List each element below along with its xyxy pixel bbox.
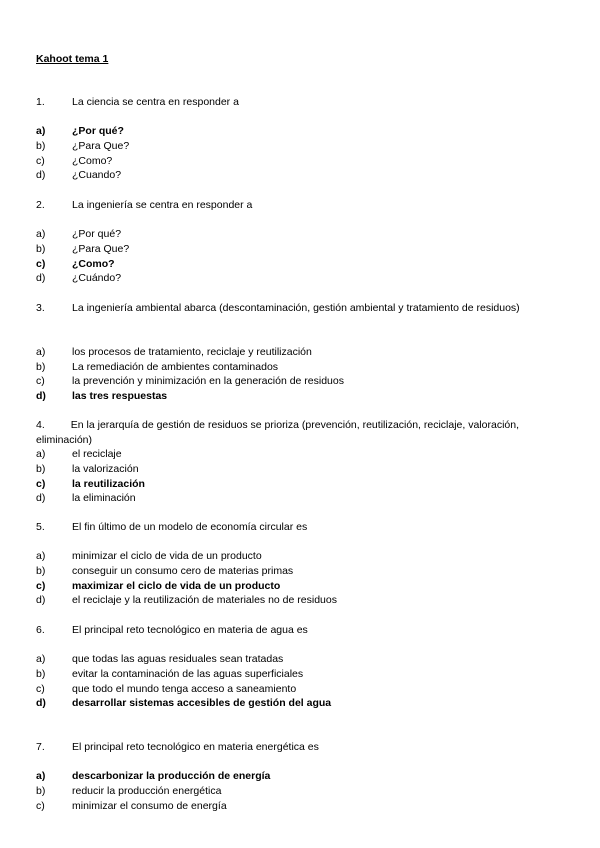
question-6 <box>36 623 556 711</box>
option-text: ¿Por qué? <box>72 228 122 241</box>
option-letter: a) <box>36 653 46 666</box>
question-stem <box>36 520 556 535</box>
option-a <box>36 447 548 462</box>
option-text: la reutilización <box>72 477 145 490</box>
option-text: que todas las aguas residuales sean tratadas <box>72 653 284 666</box>
option-text: la prevención y minimización en la generación de residuos <box>72 375 344 388</box>
option-text: ¿Como? <box>72 257 115 270</box>
option-text: minimizar el ciclo de vida de un producto <box>72 550 262 563</box>
question-number: 2. <box>36 199 45 211</box>
option-letter: b) <box>36 668 46 681</box>
option-letter: c) <box>36 477 46 490</box>
question-7 <box>36 740 556 813</box>
option-letter: a) <box>36 550 46 563</box>
option-c <box>36 374 556 389</box>
option-letter: c) <box>36 375 45 388</box>
option-a <box>36 652 556 667</box>
option-text: ¿Cuándo? <box>72 272 122 285</box>
option-text: ¿Como? <box>72 154 113 167</box>
question-text: La ingeniería se centra en responder a <box>72 199 253 211</box>
option-letter: b) <box>36 360 46 373</box>
question-3 <box>36 301 556 404</box>
option-d <box>36 491 548 506</box>
option-letter: d) <box>36 272 46 285</box>
option-text: las tres respuestas <box>72 390 168 403</box>
question-stem <box>36 198 556 213</box>
option-a <box>36 124 556 139</box>
question-1 <box>36 95 556 183</box>
option-b <box>36 139 556 154</box>
option-text: ¿Para Que? <box>72 140 130 153</box>
question-number: 5. <box>36 521 45 533</box>
option-letter: b) <box>36 565 46 578</box>
question-4 <box>36 418 548 506</box>
question-stem <box>36 301 556 316</box>
option-c <box>36 477 548 492</box>
option-letter: d) <box>36 390 46 403</box>
option-d <box>36 389 556 404</box>
question-5 <box>36 520 556 608</box>
option-d <box>36 271 556 286</box>
option-letter: b) <box>36 243 46 256</box>
option-letter: a) <box>36 346 46 359</box>
option-letter: c) <box>36 579 46 592</box>
option-letter: d) <box>36 594 46 607</box>
question-stem <box>36 95 556 110</box>
option-text: minimizar el consumo de energía <box>72 799 227 812</box>
option-text: la valorización <box>72 463 139 476</box>
question-number: 7. <box>36 741 45 753</box>
option-b <box>36 462 548 477</box>
option-c <box>36 579 556 594</box>
option-c <box>36 154 556 169</box>
option-letter: a) <box>36 125 46 138</box>
option-letter: b) <box>36 140 46 153</box>
option-letter: c) <box>36 154 45 167</box>
option-text: reducir la producción energética <box>72 785 222 798</box>
question-stem <box>36 418 548 447</box>
option-letter: c) <box>36 799 45 812</box>
question-text: El fin último de un modelo de economía circular es <box>72 521 308 533</box>
question-text: El principal reto tecnológico en materia de agua es <box>72 624 308 636</box>
option-text: el reciclaje y la reutilización de materiales no de residuos <box>72 594 337 607</box>
question-number: 3. <box>36 302 45 314</box>
option-letter: a) <box>36 228 46 241</box>
option-text: La remediación de ambientes contaminados <box>72 360 279 373</box>
option-letter: d) <box>36 169 46 182</box>
question-text: La ingeniería ambiental abarca (descontaminación, gestión ambiental y tratamiento de residuos) <box>72 302 520 314</box>
option-b <box>36 564 556 579</box>
option-text: conseguir un consumo cero de materias primas <box>72 565 294 578</box>
option-b <box>36 360 556 375</box>
option-letter: b) <box>36 463 46 476</box>
option-c <box>36 682 556 697</box>
option-a <box>36 769 556 784</box>
option-text: ¿Para Que? <box>72 243 130 256</box>
option-text: evitar la contaminación de las aguas superficiales <box>72 668 304 681</box>
option-text: el reciclaje <box>72 448 122 461</box>
option-c <box>36 799 556 814</box>
option-text: que todo el mundo tenga acceso a saneamiento <box>72 682 297 695</box>
question-stem <box>36 740 556 755</box>
question-text: El principal reto tecnológico en materia energética es <box>72 741 319 753</box>
option-letter: c) <box>36 682 45 695</box>
option-b <box>36 242 556 257</box>
option-letter: a) <box>36 448 46 461</box>
question-2 <box>36 198 556 286</box>
question-stem <box>36 623 556 638</box>
option-text: ¿Por qué? <box>72 125 124 138</box>
option-text: desarrollar sistemas accesibles de gestión del agua <box>72 697 332 710</box>
question-text: En la jerarquía de gestión de residuos se prioriza (prevención, reutilización, reciclaje, valoración, eliminación) <box>36 419 519 446</box>
option-letter: d) <box>36 697 46 710</box>
option-text: la eliminación <box>72 492 136 505</box>
question-number: 6. <box>36 624 45 636</box>
option-d <box>36 696 556 711</box>
option-letter: a) <box>36 770 46 783</box>
document-title: Kahoot tema 1 <box>36 53 109 65</box>
option-letter: c) <box>36 257 46 270</box>
option-b <box>36 784 556 799</box>
option-d <box>36 593 556 608</box>
option-a <box>36 345 556 360</box>
option-text: los procesos de tratamiento, reciclaje y reutilización <box>72 346 312 359</box>
question-text: La ciencia se centra en responder a <box>72 96 239 108</box>
option-text: ¿Cuando? <box>72 169 122 182</box>
question-number: 4. <box>36 419 45 431</box>
option-text: maximizar el ciclo de vida de un producto <box>72 579 281 592</box>
option-text: descarbonizar la producción de energía <box>72 770 271 783</box>
option-a <box>36 549 556 564</box>
option-letter: b) <box>36 785 46 798</box>
option-d <box>36 168 556 183</box>
option-letter: d) <box>36 492 46 505</box>
option-b <box>36 667 556 682</box>
question-number: 1. <box>36 96 45 108</box>
option-c <box>36 257 556 272</box>
option-a <box>36 227 556 242</box>
